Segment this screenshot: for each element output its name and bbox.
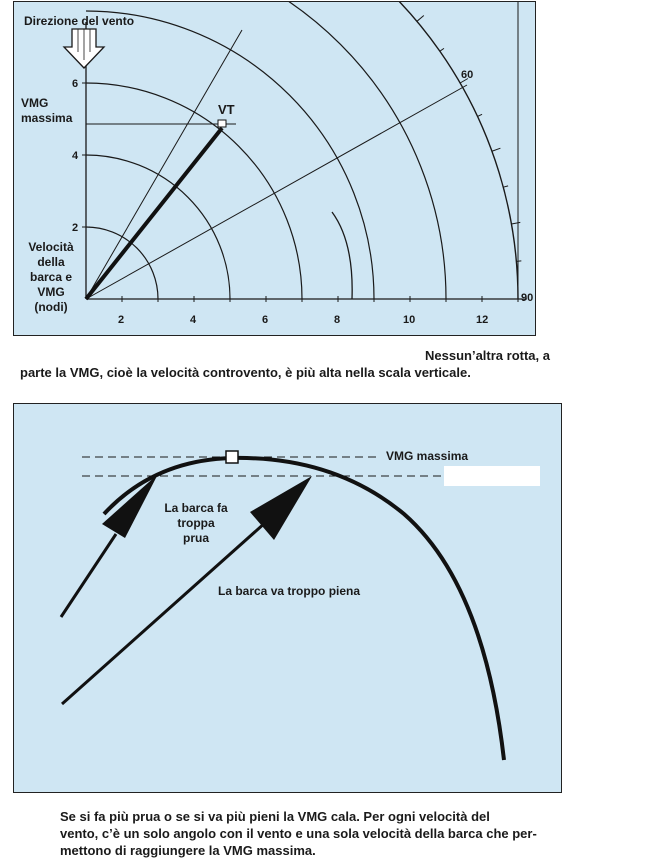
x-tick-label: 4 [190, 314, 197, 326]
angle-tick [478, 114, 483, 116]
caption-bottom-line: vento, c’è un solo angolo con il vento e una sola velocità della barca che per- [60, 826, 537, 841]
too-high-label-line: prua [182, 531, 209, 545]
x-tick-label: 8 [334, 314, 341, 326]
vmg-max-label [21, 96, 72, 126]
caption-bottom-line: Se si fa più prua o se si va più pieni la VMG cala. Per ogni velocità del [60, 809, 490, 824]
speed-arc [86, 83, 302, 299]
speed-axis-label-line: Velocità [28, 240, 74, 254]
angle-scale-arc [234, 2, 518, 299]
too-high-arrow-shaft [61, 534, 116, 617]
caption-top-line: Nessun’altra rotta, a [425, 348, 550, 363]
x-tick-label: 6 [262, 314, 269, 326]
caption-bottom-line: mettono di raggiungere la VMG massima. [60, 843, 316, 858]
too-low-arrow-shaft [62, 522, 266, 704]
vmg-max-label-line: VMG [21, 96, 49, 110]
speed-axis-label-line: barca e [29, 270, 73, 284]
polar-diagram-panel [13, 1, 536, 336]
caption-bottom [60, 808, 560, 859]
speed-axis-label [24, 240, 78, 315]
vt-marker [218, 120, 226, 127]
angle-tick [503, 186, 508, 187]
polar-diagram [14, 2, 536, 336]
angle-label-90: 90 [521, 292, 534, 304]
x-tick-label: 12 [476, 314, 489, 326]
vmg-max-label-line: massima [21, 111, 73, 125]
caption-top [20, 347, 550, 381]
angle-tick [417, 16, 424, 22]
angle-tick [511, 222, 520, 224]
vmg-max-label-bottom: VMG massima [386, 449, 469, 463]
vmg-max-marker [226, 451, 238, 463]
vmg-curve-panel [13, 403, 562, 793]
vt-label: VT [218, 102, 235, 117]
speed-axis-label-line: della [37, 255, 65, 269]
angle-tick [492, 148, 500, 151]
too-high-label [151, 501, 241, 546]
too-high-label-line: La barca fa [164, 501, 228, 515]
y-tick-label: 4 [72, 150, 79, 162]
polar-curve-fragment [332, 212, 352, 299]
radial-line-30 [86, 30, 242, 299]
radial-line-60 [86, 85, 467, 299]
angle-label-60: 60 [461, 69, 474, 81]
x-tick-label: 2 [118, 314, 125, 326]
y-tick-label: 6 [72, 78, 79, 90]
angle-tick [440, 48, 444, 51]
speed-axis-label-line: (nodi) [34, 300, 68, 314]
speed-arc [86, 155, 230, 299]
caption-top-line: parte la VMG, cioè la velocità controvento, è più alta nella scala verticale. [20, 365, 471, 380]
too-low-arrow-head [250, 476, 312, 540]
y-tick-label: 2 [72, 222, 79, 234]
polar-geometry [64, 2, 527, 302]
too-high-label-line: troppa [177, 516, 215, 530]
too-low-label: La barca va troppo piena [218, 584, 361, 598]
wind-direction-label: Direzione del vento [24, 14, 135, 28]
speed-arc [86, 2, 446, 299]
speed-arc [86, 11, 374, 299]
speed-axis-label-line: VMG [37, 285, 65, 299]
blank-label-box [444, 466, 540, 486]
x-tick-label: 10 [403, 314, 416, 326]
